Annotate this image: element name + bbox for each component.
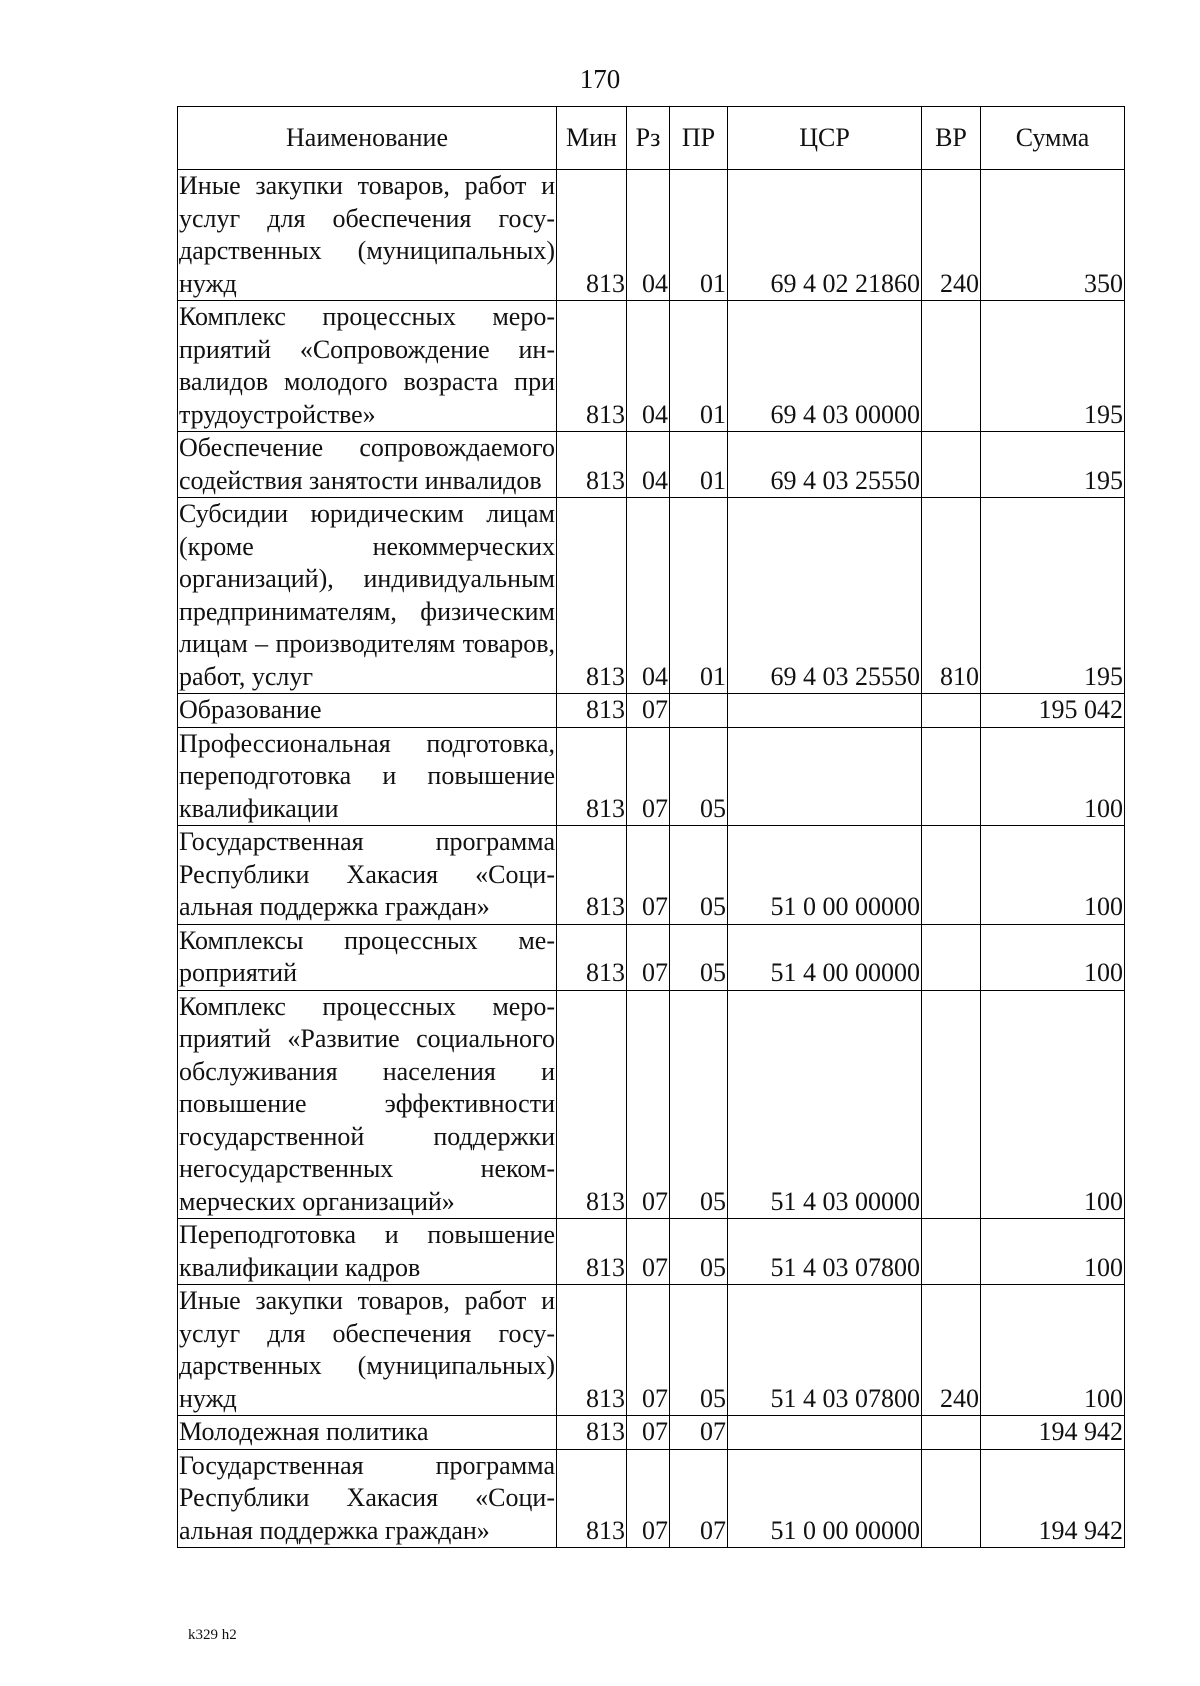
cell-rz: 07: [627, 694, 670, 728]
cell-pr: 01: [670, 301, 728, 432]
cell-min: 813: [557, 694, 627, 728]
table-row: [178, 301, 1125, 432]
cell-sum: 100: [981, 924, 1125, 990]
cell-csr: [728, 1416, 922, 1450]
cell-name: Комплекс процессных мероприятий «Сопровождение инвалидов молодого возраста при трудоустройстве»: [178, 301, 557, 432]
cell-pr: 05: [670, 924, 728, 990]
cell-rz: 04: [627, 498, 670, 694]
cell-pr: 07: [670, 1449, 728, 1548]
cell-sum: 195: [981, 498, 1125, 694]
cell-csr: 69 4 03 25550: [728, 432, 922, 498]
cell-name: Комплексы процессных мероприятий: [178, 924, 557, 990]
cell-pr: 05: [670, 990, 728, 1219]
cell-rz: 04: [627, 301, 670, 432]
cell-min: 813: [557, 432, 627, 498]
page-number: 170: [579, 64, 621, 94]
cell-rz: 07: [627, 1449, 670, 1548]
cell-pr: [670, 694, 728, 728]
cell-sum: 194 942: [981, 1416, 1125, 1450]
cell-vr: 240: [922, 170, 981, 301]
cell-min: 813: [557, 498, 627, 694]
cell-min: 813: [557, 1219, 627, 1285]
table-row: [178, 1449, 1125, 1548]
table-row: [178, 1219, 1125, 1285]
cell-csr: 51 0 00 00000: [728, 826, 922, 925]
cell-csr: [728, 727, 922, 826]
cell-sum: 194 942: [981, 1449, 1125, 1548]
cell-name: Обеспечение сопровождаемого содействия занятости инвалидов: [178, 432, 557, 498]
cell-pr: 05: [670, 1285, 728, 1416]
cell-vr: [922, 990, 981, 1219]
cell-rz: 07: [627, 826, 670, 925]
cell-sum: 100: [981, 1219, 1125, 1285]
cell-rz: 07: [627, 1219, 670, 1285]
cell-min: 813: [557, 1285, 627, 1416]
cell-name: Профессиональная подготовка, переподготовка и повышение квалификации: [178, 727, 557, 826]
cell-min: 813: [557, 170, 627, 301]
cell-sum: 100: [981, 826, 1125, 925]
cell-vr: [922, 301, 981, 432]
table-row: [178, 826, 1125, 925]
table-header-row: [178, 107, 1125, 170]
budget-table: [177, 106, 1125, 1548]
cell-vr: [922, 1449, 981, 1548]
cell-rz: 07: [627, 924, 670, 990]
header-rz: Рз: [627, 107, 670, 170]
cell-name: Переподготовка и повышение квалификации кадров: [178, 1219, 557, 1285]
cell-vr: [922, 826, 981, 925]
table-row: [178, 1285, 1125, 1416]
cell-csr: 51 0 00 00000: [728, 1449, 922, 1548]
cell-name: Образование: [178, 694, 557, 728]
cell-vr: [922, 727, 981, 826]
table-row: [178, 990, 1125, 1219]
cell-name: Государственная программа Республики Хакасия «Социальная поддержка граждан»: [178, 1449, 557, 1548]
cell-name: Субсидии юридическим лицам (кроме некоммерческих организаций), индивидуальным предпринимателям, физическим лицам – производителям товаров, работ, услуг: [178, 498, 557, 694]
cell-pr: 07: [670, 1416, 728, 1450]
cell-rz: 07: [627, 1416, 670, 1450]
cell-rz: 04: [627, 170, 670, 301]
cell-pr: 01: [670, 432, 728, 498]
cell-min: 813: [557, 924, 627, 990]
cell-sum: 195: [981, 301, 1125, 432]
cell-min: 813: [557, 990, 627, 1219]
cell-sum: 100: [981, 990, 1125, 1219]
cell-name: Иные закупки товаров, работ и услуг для обеспечения государственных (муниципальных) нужд: [178, 1285, 557, 1416]
cell-sum: 195: [981, 432, 1125, 498]
cell-rz: 04: [627, 432, 670, 498]
cell-min: 813: [557, 826, 627, 925]
cell-csr: 51 4 03 07800: [728, 1285, 922, 1416]
cell-pr: 01: [670, 498, 728, 694]
cell-pr: 05: [670, 727, 728, 826]
cell-rz: 07: [627, 1285, 670, 1416]
cell-csr: 69 4 03 25550: [728, 498, 922, 694]
cell-name: Комплекс процессных мероприятий «Развитие социального обслуживания населения и повышение эффективности государственной поддержки негосударственных некоммерческих организаций»: [178, 990, 557, 1219]
cell-sum: 100: [981, 1285, 1125, 1416]
cell-pr: 01: [670, 170, 728, 301]
table-row: [178, 1416, 1125, 1450]
cell-vr: 810: [922, 498, 981, 694]
cell-sum: 195 042: [981, 694, 1125, 728]
cell-rz: 07: [627, 727, 670, 826]
cell-pr: 05: [670, 826, 728, 925]
table-row: [178, 170, 1125, 301]
header-pr: ПР: [670, 107, 728, 170]
cell-csr: 51 4 03 00000: [728, 990, 922, 1219]
cell-csr: 69 4 03 00000: [728, 301, 922, 432]
table-body: [178, 170, 1125, 1548]
cell-min: 813: [557, 1416, 627, 1450]
table-row: [178, 694, 1125, 728]
cell-vr: [922, 432, 981, 498]
cell-sum: 350: [981, 170, 1125, 301]
header-min: Мин: [557, 107, 627, 170]
table-row: [178, 924, 1125, 990]
cell-csr: 69 4 02 21860: [728, 170, 922, 301]
cell-min: 813: [557, 1449, 627, 1548]
cell-vr: [922, 694, 981, 728]
header-name: Наименование: [178, 107, 557, 170]
table-row: [178, 727, 1125, 826]
cell-csr: 51 4 00 00000: [728, 924, 922, 990]
cell-vr: [922, 1219, 981, 1285]
cell-vr: [922, 924, 981, 990]
cell-min: 813: [557, 727, 627, 826]
table-row: [178, 498, 1125, 694]
cell-csr: [728, 694, 922, 728]
cell-vr: 240: [922, 1285, 981, 1416]
cell-vr: [922, 1416, 981, 1450]
cell-csr: 51 4 03 07800: [728, 1219, 922, 1285]
footer-code: k329 h2: [188, 1627, 237, 1643]
header-csr: ЦСР: [728, 107, 922, 170]
cell-name: Молодежная политика: [178, 1416, 557, 1450]
cell-name: Государственная программа Республики Хакасия «Социальная поддержка граждан»: [178, 826, 557, 925]
cell-rz: 07: [627, 990, 670, 1219]
cell-pr: 05: [670, 1219, 728, 1285]
cell-name: Иные закупки товаров, работ и услуг для обеспечения государственных (муниципальных) нужд: [178, 170, 557, 301]
cell-sum: 100: [981, 727, 1125, 826]
table-row: [178, 432, 1125, 498]
header-vr: ВР: [922, 107, 981, 170]
cell-min: 813: [557, 301, 627, 432]
header-sum: Сумма: [981, 107, 1125, 170]
